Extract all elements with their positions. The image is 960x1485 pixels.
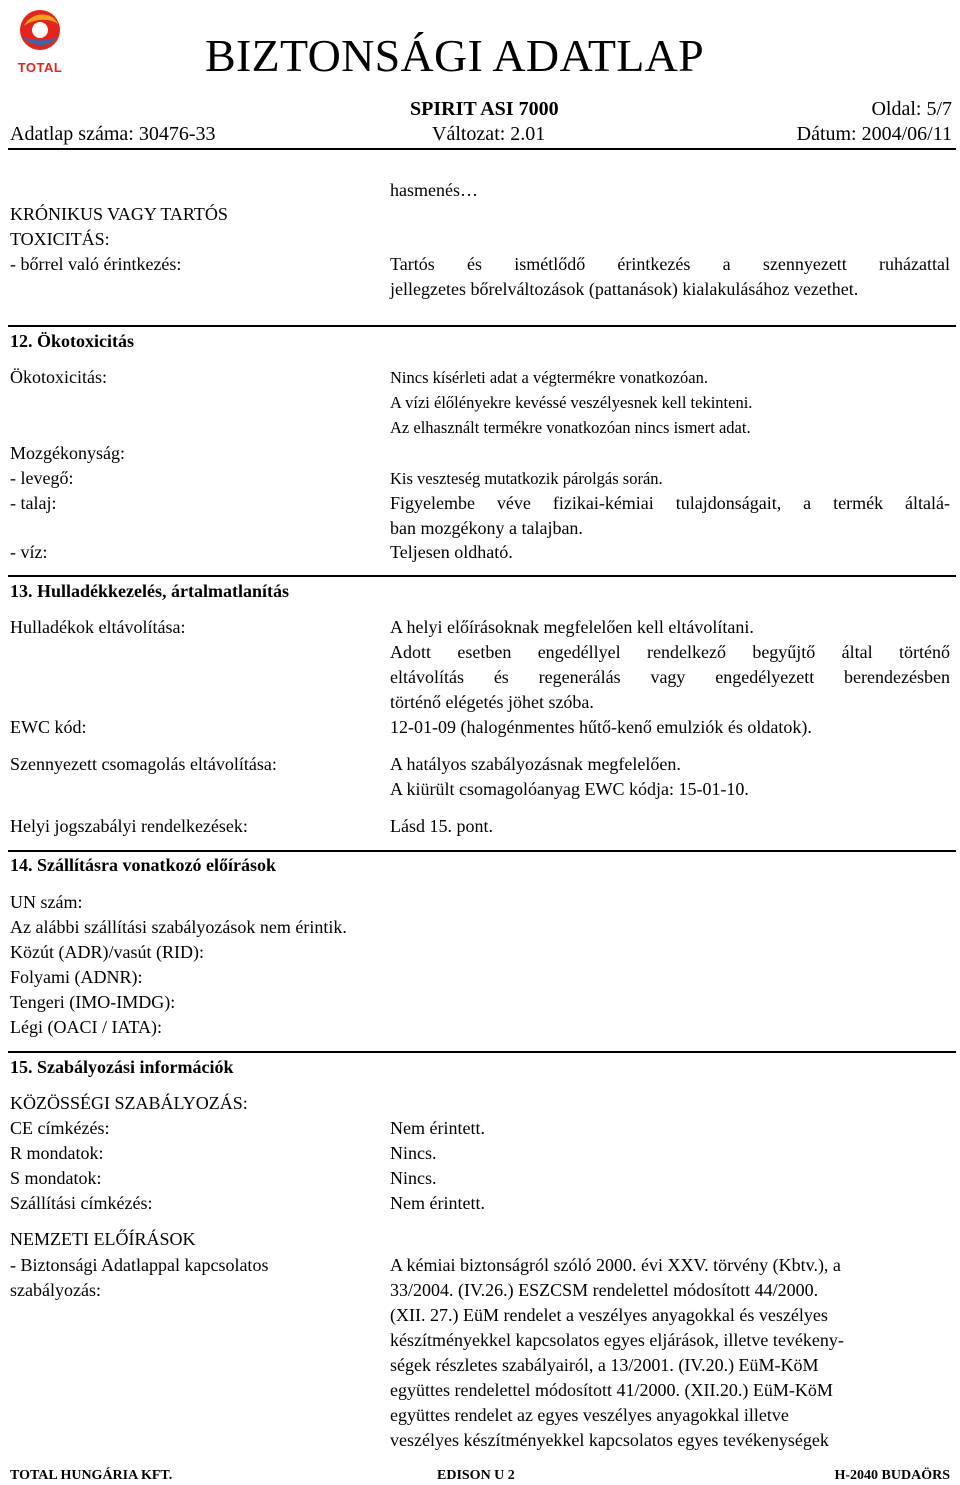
safety-sheet-label-2: szabályozás: xyxy=(10,1280,101,1300)
mobility-label: Mozgékonyság: xyxy=(10,443,125,463)
soil-value: Figyelembe véve fizikai-kémiai tulajdonságait, a termék általá- ban mozgékony a talajban. xyxy=(390,493,950,538)
waste-disposal-label: Hulladékok eltávolítása: xyxy=(10,617,186,637)
local-rules-label: Helyi jogszabályi rendelkezések: xyxy=(10,816,248,836)
page-number: Oldal: 5/7 xyxy=(871,98,952,120)
product-name: SPIRIT ASI 7000 xyxy=(410,98,559,120)
packaging-line-1: A hatályos szabályozásnak megfelelően. xyxy=(390,754,681,774)
ecotox-label: Ökotoxicitás: xyxy=(10,367,107,387)
air-transport-label: Légi (OACI / IATA): xyxy=(10,1017,163,1037)
safety-sheet-value-1: A kémiai biztonságról szóló 2000. évi XXV. törvény (Kbtv.), a xyxy=(390,1255,841,1275)
water-label: - víz: xyxy=(10,542,48,562)
waste-disposal-value: A helyi előírásoknak megfelelően kell eltávolítani. Adott esetben engedéllyel rendelkező begyűjtő által történő eltávolítás és regenerálás vagy engedélyezett berendezésben történő elégetés jöhet szóba. xyxy=(390,617,950,712)
section-divider-12 xyxy=(8,325,956,327)
section-divider-14 xyxy=(8,850,956,852)
chronic-label-1: KRÓNIKUS VAGY TARTÓS xyxy=(10,204,228,224)
ewc-label: EWC kód: xyxy=(10,717,87,737)
section-14-heading: 14. Szállításra vonatkozó előírások xyxy=(10,855,276,875)
section-divider-15 xyxy=(8,1051,956,1053)
transport-label-value: Nem érintett. xyxy=(390,1193,485,1213)
section-divider-13 xyxy=(8,575,956,577)
footer-address: EDISON U 2 xyxy=(437,1468,515,1483)
sheet-number: Adatlap száma: 30476-33 xyxy=(10,123,216,145)
ewc-value: 12-01-09 (halogénmentes hűtő-kenő emulziók és oldatok). xyxy=(390,717,812,737)
safety-sheet-value-5: ségek részletes szabályairól, a 13/2001. (IV.20.) EüM-KöM xyxy=(390,1355,819,1375)
road-rail-label: Közút (ADR)/vasút (RID): xyxy=(10,942,204,962)
air-label: - levegő: xyxy=(10,468,74,488)
sea-label: Tengeri (IMO-IMDG): xyxy=(10,992,176,1012)
transport-label-label: Szállítási címkézés: xyxy=(10,1193,153,1213)
r-phrases-label: R mondatok: xyxy=(10,1143,104,1163)
s-phrases-label: S mondatok: xyxy=(10,1168,102,1188)
transport-not-affected: Az alábbi szállítási szabályozások nem érintik. xyxy=(10,917,347,937)
header-divider xyxy=(8,148,956,150)
skin-contact-value: Tartós és ismétlődő érintkezés a szennyezett ruházattal jellegzetes bőrelváltozások (pattanások) kialakulásához vezethet. xyxy=(390,254,950,299)
chronic-label-2: TOXICITÁS: xyxy=(10,229,110,249)
ecotox-line-3: Az elhasznált termékre vonatkozóan nincs ismert adat. xyxy=(390,418,751,437)
safety-sheet-value-8: veszélyes készítményekkel kapcsolatos egyes tevékenységek xyxy=(390,1430,829,1450)
safety-sheet-value-7: együttes rendelet az egyes veszélyes anyagokkal illetve xyxy=(390,1405,789,1425)
national-regulations: NEMZETI ELŐÍRÁSOK xyxy=(10,1229,196,1249)
ce-value: Nem érintett. xyxy=(390,1118,485,1138)
logo-text: TOTAL xyxy=(17,60,63,75)
version: Változat: 2.01 xyxy=(432,123,546,145)
ecotox-line-1: Nincs kísérleti adat a végtermékre vonatkozóan. xyxy=(390,368,708,387)
ecotox-line-2: A vízi élőlényekre kevéssé veszélyesnek kell tekinteni. xyxy=(390,393,753,412)
section-15-heading: 15. Szabályozási információk xyxy=(10,1057,234,1077)
river-label: Folyami (ADNR): xyxy=(10,967,143,987)
total-logo xyxy=(10,4,70,80)
packaging-label: Szennyezett csomagolás eltávolítása: xyxy=(10,754,277,774)
packaging-line-2: A kiürült csomagolóanyag EWC kódja: 15-01-10. xyxy=(390,779,749,799)
s-phrases-value: Nincs. xyxy=(390,1168,437,1188)
local-rules-value: Lásd 15. pont. xyxy=(390,816,493,836)
safety-sheet-value-3: (XII. 27.) EüM rendelet a veszélyes anyagokkal és veszélyes xyxy=(390,1305,828,1325)
footer-city: H-2040 BUDAÖRS xyxy=(834,1468,950,1483)
soil-label: - talaj: xyxy=(10,493,57,513)
safety-sheet-value-2: 33/2004. (IV.26.) ESZCSM rendelettel módosított 44/2000. xyxy=(390,1280,819,1300)
footer-company: TOTAL HUNGÁRIA KFT. xyxy=(10,1468,173,1483)
water-value: Teljesen oldható. xyxy=(390,542,513,562)
un-number-label: UN szám: xyxy=(10,892,83,912)
safety-sheet-label-1: - Biztonsági Adatlappal kapcsolatos xyxy=(10,1255,269,1275)
section-12-heading: 12. Ökotoxicitás xyxy=(10,331,134,351)
skin-contact-label: - bőrrel való érintkezés: xyxy=(10,254,182,274)
document-title: BIZTONSÁGI ADATLAP xyxy=(205,30,705,81)
ce-label: CE címkézés: xyxy=(10,1118,110,1138)
air-value: Kis veszteség mutatkozik párolgás során. xyxy=(390,469,663,488)
r-phrases-value: Nincs. xyxy=(390,1143,437,1163)
safety-sheet-value-4: készítményekkel kapcsolatos egyes eljárások, illetve tevékeny- xyxy=(390,1330,844,1350)
community-regulation: KÖZÖSSÉGI SZABÁLYOZÁS: xyxy=(10,1093,248,1113)
prev-section-tail: hasmenés… xyxy=(390,180,478,200)
section-13-heading: 13. Hulladékkezelés, ártalmatlanítás xyxy=(10,581,289,601)
date: Dátum: 2004/06/11 xyxy=(796,123,952,145)
safety-sheet-value-6: együttes rendelettel módosított 41/2000. (XII.20.) EüM-KöM xyxy=(390,1380,833,1400)
